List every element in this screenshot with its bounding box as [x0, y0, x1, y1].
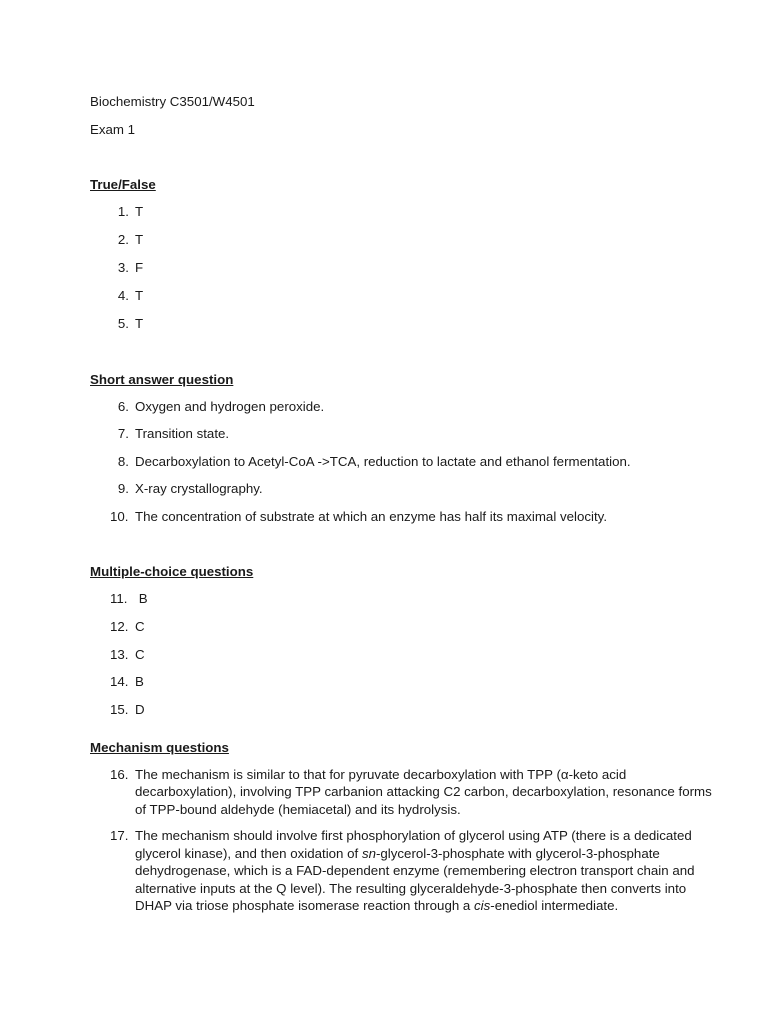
answer-text: The mechanism should involve first phosphorylation of glycerol using ATP (there is a dedicated glycerol kinase), and then oxidation of sn-glycerol-3-phosphate with glycerol-3-phosphate dehydrogenase, which is a FAD-dependent enzyme (remembering electron transport chain and alternative inputs at the Q level). The resulting glyceraldehyde-3-phosphate then converts into DHAP via triose phosphate isomerase reaction through a cis-enediol intermediate. — [135, 828, 695, 914]
multiple-choice-list — [90, 590, 720, 719]
list-item: 11. B — [110, 591, 148, 606]
answer-text: C — [135, 646, 145, 662]
list-item: 16. The mechanism is similar to that for pyruvate decarboxylation with TPP (α-keto acid decarboxylation), involving TPP carbanion attacking C2 carbon, decarboxylation, resonance forms of TPP-bound aldehyde (hemiacetal) and its hydrolysis. — [90, 766, 720, 819]
answer-text: B — [135, 591, 148, 606]
answer-text: T — [135, 204, 144, 219]
list-item: 2. T — [117, 232, 144, 247]
answer-text: T — [135, 232, 144, 247]
list-item: 6. Oxygen and hydrogen peroxide. — [117, 398, 325, 414]
answer-text: Oxygen and hydrogen peroxide. — [135, 398, 325, 414]
document-page — [90, 93, 720, 915]
course-title: Biochemistry C3501/W4501 — [90, 94, 255, 109]
list-item: 12. C — [110, 618, 145, 634]
answer-text: T — [135, 288, 144, 303]
mechanism-list — [90, 766, 720, 915]
list-item: 7. Transition state. — [117, 426, 230, 441]
list-item: 1. T — [117, 204, 144, 219]
list-item: 15. D — [110, 702, 145, 718]
section-heading-short-answer: Short answer question — [90, 371, 234, 387]
answer-text: C — [135, 618, 145, 634]
list-item: 8. Decarboxylation to Acetyl-CoA ->TCA, reduction to lactate and ethanol fermentation. — [117, 453, 631, 469]
answer-text: F — [135, 260, 144, 275]
list-item: 3. F — [117, 260, 144, 275]
exam-title: Exam 1 — [90, 122, 136, 137]
list-item: 13. C — [110, 646, 145, 662]
answer-text: The concentration of substrate at which an enzyme has half its maximal velocity. — [135, 508, 608, 524]
section-heading-true-false: True/False — [90, 177, 156, 192]
answer-text: The mechanism is similar to that for pyruvate decarboxylation with TPP (α-keto acid decarboxylation), involving TPP carbanion attacking C2 carbon, decarboxylation, resonance forms of TPP-bound aldehyde (hemiacetal) and its hydrolysis. — [135, 766, 712, 817]
answer-text: T — [135, 316, 144, 331]
answer-text: X-ray crystallography. — [135, 481, 263, 496]
list-item: 14. B — [110, 674, 144, 690]
answer-text: Decarboxylation to Acetyl-CoA ->TCA, reduction to lactate and ethanol fermentation. — [135, 453, 631, 469]
section-heading-multiple-choice: Multiple-choice questions — [90, 564, 254, 579]
answer-text: B — [135, 674, 144, 690]
list-item: 10. The concentration of substrate at which an enzyme has half its maximal velocity. — [110, 508, 608, 524]
section-heading-mechanism: Mechanism questions — [90, 739, 229, 755]
list-item: 9. X-ray crystallography. — [117, 481, 263, 496]
list-item: 17. The mechanism should involve first phosphorylation of glycerol using ATP (there is a dedicated glycerol kinase), and then oxidation of sn-glycerol-3-phosphate with glycerol-3-phosphate dehydrogenase, which is a FAD-dependent enzyme (remembering electron transport chain and alternative inputs at the Q level). The resulting glyceraldehyde-3-phosphate then converts into DHAP via triose phosphate isomerase reaction through a cis-enediol intermediate. — [90, 827, 720, 915]
answer-text: Transition state. — [135, 426, 230, 441]
list-item: 4. T — [117, 288, 144, 303]
true-false-list — [90, 203, 720, 333]
short-answer-list — [90, 398, 720, 526]
answer-text: D — [135, 702, 145, 718]
list-item: 5. T — [117, 316, 144, 331]
